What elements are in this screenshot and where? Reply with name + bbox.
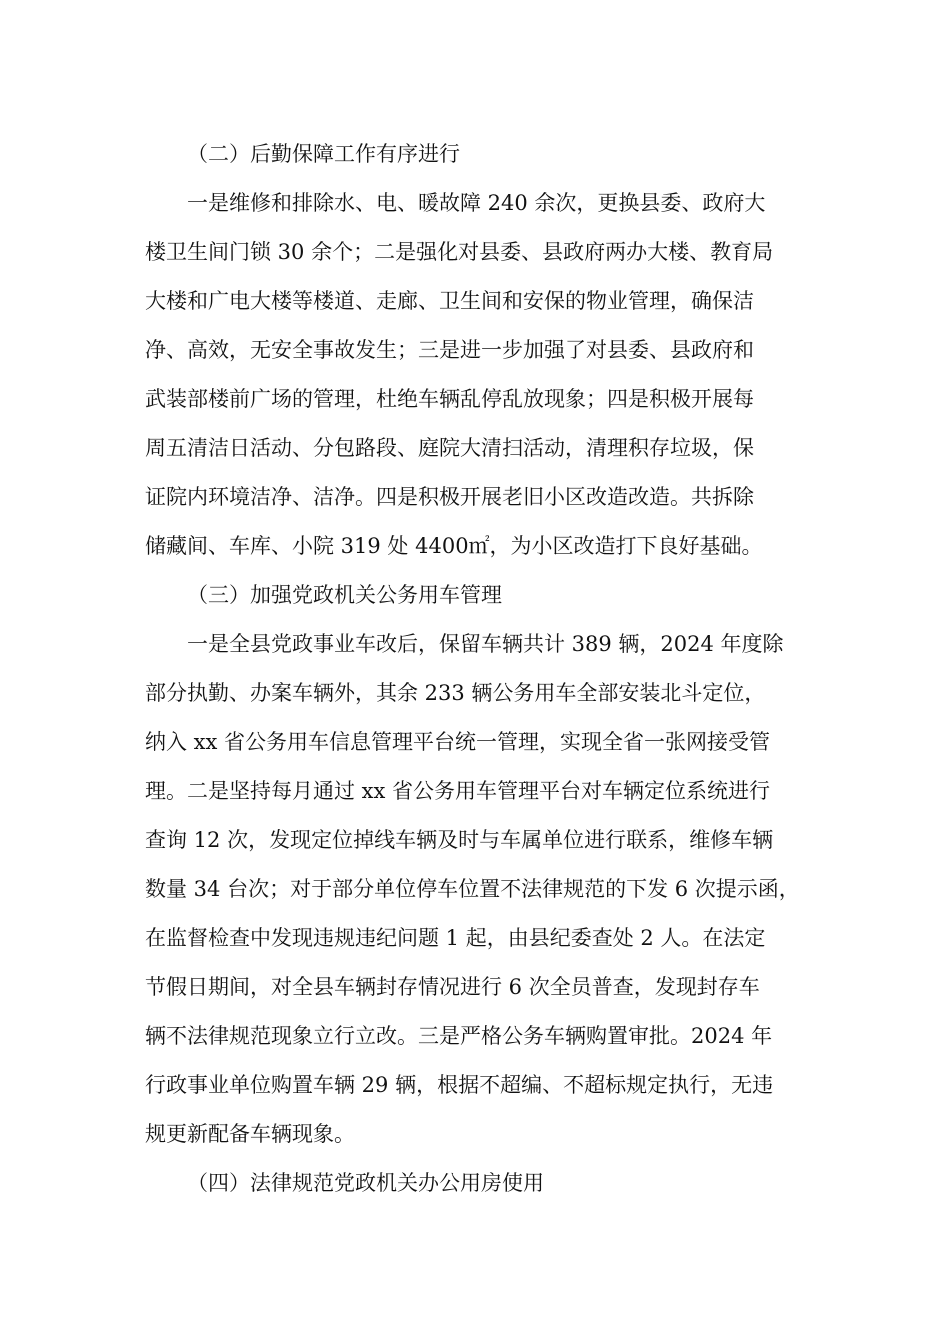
section-heading-3: （三）加强党政机关公务用车管理	[187, 583, 502, 607]
paragraph-line: 数量 34 台次；对于部分单位停车位置不法律规范的下发 6 次提示函，	[145, 877, 800, 901]
paragraph-line: 行政事业单位购置车辆 29 辆，根据不超编、不超标规定执行，无违	[145, 1073, 774, 1097]
paragraph-line: 部分执勤、办案车辆外，其余 233 辆公务用车全部安装北斗定位，	[145, 681, 766, 705]
section-heading-2: （二）后勤保障工作有序进行	[187, 142, 460, 166]
paragraph-line: 纳入 xx 省公务用车信息管理平台统一管理，实现全省一张网接受管	[145, 730, 771, 754]
paragraph-line: 辆不法律规范现象立行立改。三是严格公务车辆购置审批。2024 年	[145, 1024, 773, 1048]
paragraph-line: 楼卫生间门锁 30 余个；二是强化对县委、县政府两办大楼、教育局	[145, 240, 774, 264]
paragraph-line: 净、高效，无安全事故发生；三是进一步加强了对县委、县政府和	[145, 338, 754, 362]
paragraph-line: 周五清洁日活动、分包路段、庭院大清扫活动，清理积存垃圾，保	[145, 436, 754, 460]
paragraph-line: 查询 12 次，发现定位掉线车辆及时与车属单位进行联系，维修车辆	[145, 828, 774, 852]
paragraph-line: 储藏间、车库、小院 319 处 4400㎡，为小区改造打下良好基础。	[145, 534, 763, 558]
paragraph-line: 大楼和广电大楼等楼道、走廊、卫生间和安保的物业管理，确保洁	[145, 289, 754, 313]
paragraph-line: 武装部楼前广场的管理，杜绝车辆乱停乱放现象；四是积极开展每	[145, 387, 754, 411]
paragraph-line: 证院内环境洁净、洁净。四是积极开展老旧小区改造改造。共拆除	[145, 485, 754, 509]
document-body	[145, 130, 825, 1208]
paragraph-line: 节假日期间，对全县车辆封存情况进行 6 次全员普查，发现封存车	[145, 975, 760, 999]
paragraph-line: 一是维修和排除水、电、暖故障 240 余次，更换县委、政府大	[187, 191, 766, 215]
paragraph-line: 一是全县党政事业车改后，保留车辆共计 389 辆，2024 年度除	[187, 632, 784, 656]
paragraph-line: 规更新配备车辆现象。	[145, 1122, 355, 1146]
paragraph-line: 在监督检查中发现违规违纪问题 1 起，由县纪委查处 2 人。在法定	[145, 926, 766, 950]
paragraph-line: 理。二是坚持每月通过 xx 省公务用车管理平台对车辆定位系统进行	[145, 779, 771, 803]
section-heading-4: （四）法律规范党政机关办公用房使用	[187, 1171, 544, 1195]
